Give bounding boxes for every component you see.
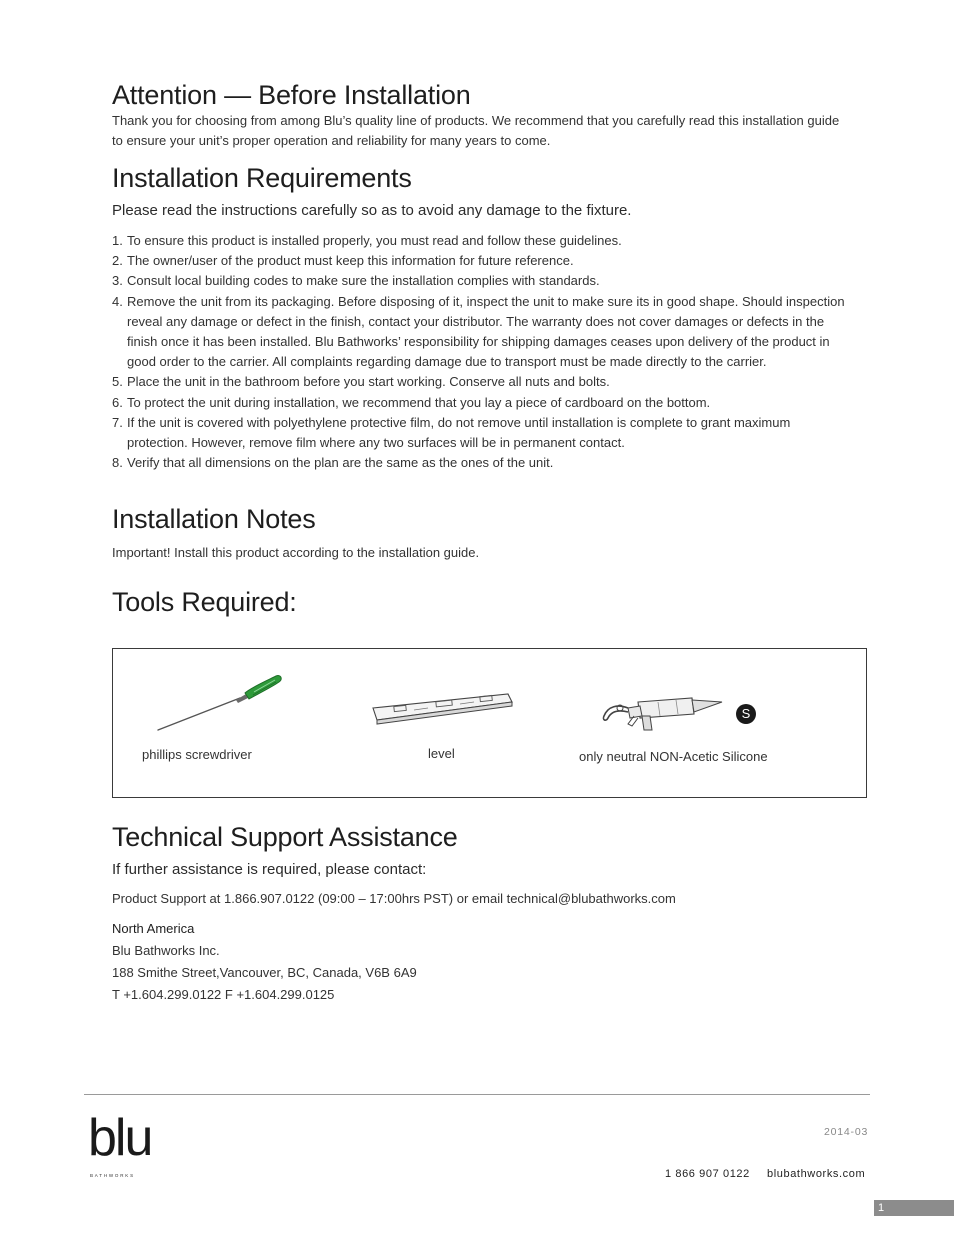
company-name: Blu Bathworks Inc. bbox=[112, 943, 220, 958]
requirements-list bbox=[112, 231, 854, 473]
page-number: 1 bbox=[878, 1202, 885, 1214]
company-address: 188 Smithe Street,Vancouver, BC, Canada, V6B 6A9 bbox=[112, 965, 417, 980]
list-item-text: Remove the unit from its packaging. Before disposing of it, inspect the unit to make sure its in good shape. Should inspection reveal any damage or defect in the finish, contact your distributor. The warranty does not cover damages or defects in the finish once it has been installed. Blu Bathworks’ responsibility for shipping damages ceases upon delivery of the product in good order to the carrier. All complaints regarding damage due to transport must be made directly to the carrier. bbox=[127, 293, 845, 370]
list-item-number: 7. bbox=[112, 414, 123, 430]
list-item bbox=[112, 393, 854, 413]
attention-heading: Attention — Before Installation bbox=[112, 80, 471, 110]
caulking-gun-icon bbox=[598, 690, 728, 732]
list-item-number: 1. bbox=[112, 233, 123, 248]
list-item bbox=[112, 453, 854, 473]
list-item bbox=[112, 413, 854, 453]
requirements-heading: Installation Requirements bbox=[112, 163, 412, 193]
list-item-text: Verify that all dimensions on the plan are the same as the ones of the unit. bbox=[127, 455, 554, 471]
footer-date: 2014-03 bbox=[824, 1126, 869, 1138]
silicone-label: only neutral NON-Acetic Silicone bbox=[579, 749, 768, 764]
requirements-lead: Please read the instructions carefully so as to avoid any damage to the fixture. bbox=[112, 202, 632, 219]
list-item-number: 8. bbox=[112, 455, 123, 471]
list-item-text: To protect the unit during installation, we recommend that you lay a piece of cardboard on the bottom. bbox=[127, 394, 711, 410]
footer-phone: 1 866 907 0122 bbox=[665, 1168, 750, 1180]
screwdriver-icon bbox=[150, 670, 290, 736]
company-phone-fax: T +1.604.299.0122 F +1.604.299.0125 bbox=[112, 987, 335, 1002]
list-item bbox=[112, 372, 854, 392]
list-item bbox=[112, 292, 854, 373]
list-item-text: To ensure this product is installed properly, you must read and follow these guidelines. bbox=[127, 233, 622, 248]
support-lead: If further assistance is required, please contact: bbox=[112, 861, 427, 878]
silicone-badge-icon: S bbox=[736, 704, 756, 724]
list-item bbox=[112, 231, 854, 251]
list-item bbox=[112, 251, 854, 271]
region-label: North America bbox=[112, 921, 195, 936]
tools-heading: Tools Required: bbox=[112, 587, 297, 617]
list-item-text: The owner/user of the product must keep this information for future reference. bbox=[127, 253, 574, 269]
list-item-number: 5. bbox=[112, 374, 123, 390]
attention-body: Thank you for choosing from among Blu’s quality line of products. We recommend that you carefully read this installation guide to ensure your unit’s proper operation and reliability for many years to come. bbox=[112, 113, 840, 148]
list-item-number: 2. bbox=[112, 253, 123, 269]
list-item-number: 4. bbox=[112, 293, 123, 309]
footer-divider bbox=[84, 1094, 870, 1095]
logo-subtitle: BATHWORKS bbox=[90, 1173, 135, 1178]
notes-body: Important! Install this product according to the installation guide. bbox=[112, 545, 480, 560]
support-heading: Technical Support Assistance bbox=[112, 822, 458, 852]
logo-wordmark: blu bbox=[88, 1109, 152, 1167]
page-number-tab bbox=[874, 1200, 954, 1216]
level-label: level bbox=[428, 746, 455, 761]
level-icon bbox=[368, 690, 518, 728]
list-item-number: 3. bbox=[112, 273, 123, 289]
list-item-text: Place the unit in the bathroom before you start working. Conserve all nuts and bolts. bbox=[127, 374, 610, 390]
footer-website: blubathworks.com bbox=[767, 1168, 866, 1180]
list-item-number: 6. bbox=[112, 394, 123, 410]
notes-heading: Installation Notes bbox=[112, 504, 316, 534]
list-item-text: Consult local building codes to make sure the installation complies with standards. bbox=[127, 273, 600, 289]
product-support-line: Product Support at 1.866.907.0122 (09:00 – 17:00hrs PST) or email technical@blubathworks.com bbox=[112, 891, 676, 906]
screwdriver-label: phillips screwdriver bbox=[142, 747, 252, 762]
list-item-text: If the unit is covered with polyethylene protective film, do not remove until installation is complete to grant maximum protection. However, remove film where any two surfaces will be in permanent contact. bbox=[127, 414, 791, 451]
list-item bbox=[112, 271, 854, 291]
